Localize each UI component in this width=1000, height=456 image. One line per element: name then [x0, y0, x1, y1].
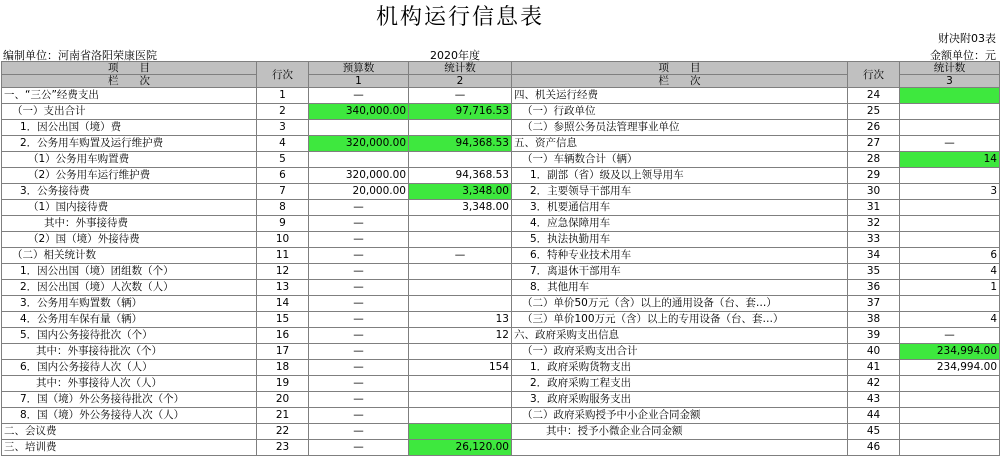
right-stat-value	[900, 408, 1000, 424]
stat-value	[409, 408, 512, 424]
right-item-label: 6．特种专业技术用车	[512, 248, 848, 264]
budget-value: —	[309, 232, 409, 248]
left-item-label: （2）国（境）外接待费	[2, 232, 257, 248]
right-item-label: 5．执法执勤用车	[512, 232, 848, 248]
right-line-no: 27	[848, 136, 900, 152]
header-right-item: 项 目	[512, 62, 848, 75]
left-line-no: 10	[257, 232, 309, 248]
fiscal-year: 2020年度	[430, 49, 480, 62]
info-table	[1, 61, 1000, 456]
table-row	[2, 136, 1000, 152]
right-line-no: 32	[848, 216, 900, 232]
right-line-no: 41	[848, 360, 900, 376]
left-line-no: 23	[257, 440, 309, 456]
right-line-no: 24	[848, 88, 900, 104]
header-stat-no: 2	[409, 75, 512, 88]
stat-value	[409, 392, 512, 408]
header-budget-no: 1	[309, 75, 409, 88]
left-item-label: 其中：外事接待人次（人）	[2, 376, 257, 392]
right-item-label	[512, 440, 848, 456]
stat-value	[409, 120, 512, 136]
budget-value: —	[309, 216, 409, 232]
left-line-no: 15	[257, 312, 309, 328]
left-line-no: 20	[257, 392, 309, 408]
table-row	[2, 392, 1000, 408]
budget-value: —	[309, 408, 409, 424]
right-line-no: 25	[848, 104, 900, 120]
right-line-no: 46	[848, 440, 900, 456]
right-line-no: 29	[848, 168, 900, 184]
budget-value: —	[309, 280, 409, 296]
left-line-no: 4	[257, 136, 309, 152]
table-row	[2, 216, 1000, 232]
budget-value: —	[309, 440, 409, 456]
header-right-item-sub: 栏 次	[512, 75, 848, 88]
compiling-unit: 编制单位：河南省洛阳荣康医院	[3, 49, 157, 62]
right-stat-value: 1	[900, 280, 1000, 296]
left-line-no: 13	[257, 280, 309, 296]
right-stat-value: 14	[900, 152, 1000, 168]
right-stat-value: 234,994.00	[900, 360, 1000, 376]
header-item: 项 目	[2, 62, 257, 75]
left-item-label: 其中：外事接待费	[2, 216, 257, 232]
right-line-no: 45	[848, 424, 900, 440]
table-row	[2, 424, 1000, 440]
budget-value: —	[309, 392, 409, 408]
left-line-no: 3	[257, 120, 309, 136]
header-seq: 行次	[257, 62, 309, 88]
stat-value	[409, 376, 512, 392]
budget-value: —	[309, 248, 409, 264]
left-item-label: 2．公务用车购置及运行维护费	[2, 136, 257, 152]
budget-value: —	[309, 312, 409, 328]
table-row	[2, 152, 1000, 168]
left-item-label: 4．公务用车保有量（辆）	[2, 312, 257, 328]
header-stat: 统计数	[409, 62, 512, 75]
right-stat-value: 3	[900, 184, 1000, 200]
budget-value: —	[309, 328, 409, 344]
stat-value	[409, 152, 512, 168]
left-line-no: 16	[257, 328, 309, 344]
right-stat-value	[900, 120, 1000, 136]
right-item-label: （一）行政单位	[512, 104, 848, 120]
budget-value: 320,000.00	[309, 136, 409, 152]
table-row	[2, 280, 1000, 296]
budget-value: —	[309, 88, 409, 104]
right-line-no: 44	[848, 408, 900, 424]
stat-value	[409, 280, 512, 296]
left-line-no: 19	[257, 376, 309, 392]
right-item-label: 其中：授予小微企业合同金额	[512, 424, 848, 440]
right-line-no: 40	[848, 344, 900, 360]
right-item-label: 五、资产信息	[512, 136, 848, 152]
table-row	[2, 184, 1000, 200]
form-tag: 财决附03表	[938, 32, 996, 45]
table-row	[2, 440, 1000, 456]
stat-value	[409, 296, 512, 312]
budget-value: —	[309, 424, 409, 440]
left-line-no: 14	[257, 296, 309, 312]
left-item-label: 8．国（境）外公务接待人次（人）	[2, 408, 257, 424]
stat-value: 97,716.53	[409, 104, 512, 120]
left-line-no: 12	[257, 264, 309, 280]
right-stat-value: 6	[900, 248, 1000, 264]
left-line-no: 22	[257, 424, 309, 440]
budget-value: 20,000.00	[309, 184, 409, 200]
stat-value	[409, 344, 512, 360]
header-right-stat-no: 3	[900, 75, 1000, 88]
right-item-label: 4．应急保障用车	[512, 216, 848, 232]
left-item-label: 三、培训费	[2, 440, 257, 456]
right-line-no: 36	[848, 280, 900, 296]
right-line-no: 35	[848, 264, 900, 280]
header-budget: 预算数	[309, 62, 409, 75]
stat-value: 154	[409, 360, 512, 376]
header-right-stat: 统计数	[900, 62, 1000, 75]
left-line-no: 9	[257, 216, 309, 232]
stat-value: 94,368.53	[409, 136, 512, 152]
left-item-label: 3．公务用车购置数（辆）	[2, 296, 257, 312]
right-stat-value: —	[900, 136, 1000, 152]
right-stat-value	[900, 168, 1000, 184]
budget-value: —	[309, 264, 409, 280]
table-row	[2, 344, 1000, 360]
table-row	[2, 312, 1000, 328]
right-line-no: 43	[848, 392, 900, 408]
left-item-label: 其中：外事接待批次（个）	[2, 344, 257, 360]
stat-value: 3,348.00	[409, 184, 512, 200]
page-title: 机构运行信息表	[375, 5, 544, 30]
left-line-no: 2	[257, 104, 309, 120]
right-item-label: （三）单价100万元（含）以上的专用设备（台、套…）	[512, 312, 848, 328]
right-line-no: 30	[848, 184, 900, 200]
table-row	[2, 248, 1000, 264]
right-stat-value	[900, 424, 1000, 440]
right-item-label: （二）单价50万元（含）以上的通用设备（台、套…）	[512, 296, 848, 312]
stat-value: —	[409, 248, 512, 264]
left-item-label: 1．因公出国（境）团组数（个）	[2, 264, 257, 280]
left-item-label: （1）公务用车购置费	[2, 152, 257, 168]
right-line-no: 33	[848, 232, 900, 248]
right-stat-value	[900, 392, 1000, 408]
right-item-label: 7．离退休干部用车	[512, 264, 848, 280]
left-line-no: 8	[257, 200, 309, 216]
right-stat-value	[900, 440, 1000, 456]
table-row	[2, 264, 1000, 280]
table-row	[2, 408, 1000, 424]
table-row	[2, 200, 1000, 216]
left-line-no: 17	[257, 344, 309, 360]
table-row	[2, 328, 1000, 344]
budget-value: —	[309, 360, 409, 376]
table-row	[2, 376, 1000, 392]
right-item-label: （一）车辆数合计（辆）	[512, 152, 848, 168]
left-item-label: （一）支出合计	[2, 104, 257, 120]
left-item-label: （2）公务用车运行维护费	[2, 168, 257, 184]
stat-value: 94,368.53	[409, 168, 512, 184]
table-row	[2, 88, 1000, 104]
right-stat-value: 4	[900, 264, 1000, 280]
right-stat-value	[900, 376, 1000, 392]
right-line-no: 42	[848, 376, 900, 392]
right-line-no: 39	[848, 328, 900, 344]
stat-value: 12	[409, 328, 512, 344]
table-row	[2, 104, 1000, 120]
right-item-label: （二）政府采购授予中小企业合同金额	[512, 408, 848, 424]
right-item-label: 六、政府采购支出信息	[512, 328, 848, 344]
budget-value	[309, 152, 409, 168]
right-stat-value	[900, 104, 1000, 120]
right-stat-value	[900, 296, 1000, 312]
right-stat-value	[900, 200, 1000, 216]
stat-value	[409, 264, 512, 280]
left-line-no: 11	[257, 248, 309, 264]
stat-value: 13	[409, 312, 512, 328]
right-line-no: 28	[848, 152, 900, 168]
budget-value: —	[309, 344, 409, 360]
left-item-label: 二、会议费	[2, 424, 257, 440]
right-item-label: 3．政府采购服务支出	[512, 392, 848, 408]
stat-value: —	[409, 88, 512, 104]
budget-value: 340,000.00	[309, 104, 409, 120]
right-line-no: 38	[848, 312, 900, 328]
left-item-label: 一、“三公”经费支出	[2, 88, 257, 104]
stat-value	[409, 216, 512, 232]
budget-value: 320,000.00	[309, 168, 409, 184]
right-item-label: 1．政府采购货物支出	[512, 360, 848, 376]
right-stat-value: 4	[900, 312, 1000, 328]
right-stat-value	[900, 88, 1000, 104]
right-item-label: 2．主要领导干部用车	[512, 184, 848, 200]
table-row	[2, 120, 1000, 136]
stat-value: 26,120.00	[409, 440, 512, 456]
right-line-no: 26	[848, 120, 900, 136]
right-item-label: 四、机关运行经费	[512, 88, 848, 104]
right-stat-value: 234,994.00	[900, 344, 1000, 360]
amount-unit: 金额单位：元	[930, 49, 996, 62]
right-item-label: 1．副部（省）级及以上领导用车	[512, 168, 848, 184]
header-item-sub: 栏 次	[2, 75, 257, 88]
right-stat-value	[900, 216, 1000, 232]
budget-value: —	[309, 200, 409, 216]
left-item-label: 6．国内公务接待人次（人）	[2, 360, 257, 376]
right-item-label: 3．机要通信用车	[512, 200, 848, 216]
right-item-label: （二）参照公务员法管理事业单位	[512, 120, 848, 136]
budget-value: —	[309, 296, 409, 312]
left-item-label: （二）相关统计数	[2, 248, 257, 264]
left-item-label: 1．因公出国（境）费	[2, 120, 257, 136]
stat-value: 3,348.00	[409, 200, 512, 216]
right-stat-value	[900, 232, 1000, 248]
header-right-seq: 行次	[848, 62, 900, 88]
budget-value	[309, 120, 409, 136]
left-item-label: 3．公务接待费	[2, 184, 257, 200]
table-row	[2, 168, 1000, 184]
right-stat-value: —	[900, 328, 1000, 344]
right-item-label: 8．其他用车	[512, 280, 848, 296]
left-line-no: 7	[257, 184, 309, 200]
left-item-label: 5．国内公务接待批次（个）	[2, 328, 257, 344]
left-item-label: 7．国（境）外公务接待批次（个）	[2, 392, 257, 408]
stat-value	[409, 232, 512, 248]
left-item-label: 2．因公出国（境）人次数（人）	[2, 280, 257, 296]
left-line-no: 21	[257, 408, 309, 424]
right-line-no: 31	[848, 200, 900, 216]
left-line-no: 6	[257, 168, 309, 184]
left-line-no: 5	[257, 152, 309, 168]
table-row	[2, 296, 1000, 312]
left-line-no: 1	[257, 88, 309, 104]
right-line-no: 34	[848, 248, 900, 264]
table-row	[2, 232, 1000, 248]
stat-value	[409, 424, 512, 440]
table-row	[2, 360, 1000, 376]
left-item-label: （1）国内接待费	[2, 200, 257, 216]
budget-value: —	[309, 376, 409, 392]
right-item-label: （一）政府采购支出合计	[512, 344, 848, 360]
right-line-no: 37	[848, 296, 900, 312]
right-item-label: 2．政府采购工程支出	[512, 376, 848, 392]
left-line-no: 18	[257, 360, 309, 376]
